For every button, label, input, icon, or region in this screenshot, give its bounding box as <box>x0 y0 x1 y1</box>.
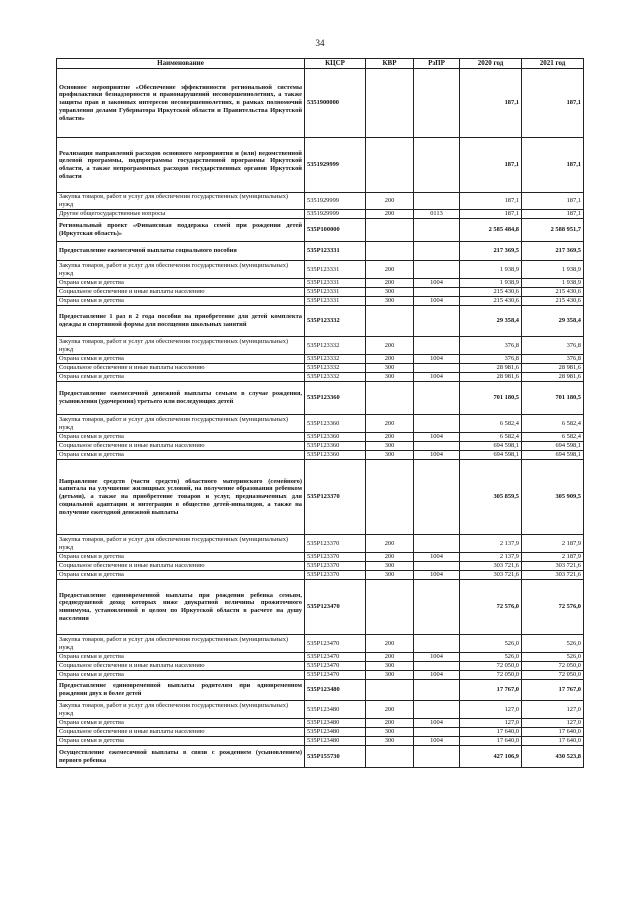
cell-2020: 526,0 <box>460 635 522 653</box>
cell-rzpr <box>414 288 460 297</box>
cell-name: Предоставление единовременной выплаты при рождении ребенка семьям, среднедушевой доход которых ниже двукратной величины прожиточного минимума, установленной в целом по Иркутской области в расчете на душу населения <box>57 580 305 635</box>
cell-kcsr: 535P123331 <box>305 297 366 306</box>
cell-kcsr: 535P123480 <box>305 719 366 728</box>
cell-2021: 17 640,0 <box>522 737 584 746</box>
cell-kvr: 200 <box>366 653 414 662</box>
cell-name: Социальное обеспечение и иные выплаты населению <box>57 364 305 373</box>
cell-kcsr: 535P123470 <box>305 635 366 653</box>
cell-rzpr: 1004 <box>414 433 460 442</box>
cell-rzpr <box>414 680 460 701</box>
cell-name: Закупка товаров, работ и услуг для обеспечения государственных (муниципальных) нужд <box>57 415 305 433</box>
cell-name: Закупка товаров, работ и услуг для обеспечения государственных (муниципальных) нужд <box>57 337 305 355</box>
table-row <box>57 364 584 373</box>
cell-kcsr: 535P123360 <box>305 433 366 442</box>
cell-2021: 6 582,4 <box>522 415 584 433</box>
cell-2020: 72 576,0 <box>460 580 522 635</box>
cell-2020: 376,8 <box>460 337 522 355</box>
cell-2021: 305 909,5 <box>522 460 584 535</box>
cell-2021: 17 640,0 <box>522 728 584 737</box>
cell-rzpr <box>414 535 460 553</box>
cell-rzpr <box>414 261 460 279</box>
cell-rzpr: 1004 <box>414 671 460 680</box>
cell-name: Охрана семьи и детства <box>57 553 305 562</box>
cell-name: Закупка товаров, работ и услуг для обеспечения государственных (муниципальных) нужд <box>57 535 305 553</box>
cell-2021: 2 187,9 <box>522 535 584 553</box>
table-row <box>57 553 584 562</box>
cell-rzpr <box>414 306 460 337</box>
cell-kcsr: 535P100000 <box>305 219 366 242</box>
cell-kvr <box>366 306 414 337</box>
table-row <box>57 701 584 719</box>
cell-2021: 376,8 <box>522 355 584 364</box>
cell-2020: 29 358,4 <box>460 306 522 337</box>
cell-2020: 427 106,9 <box>460 746 522 768</box>
cell-kvr: 200 <box>366 635 414 653</box>
cell-2021: 303 721,6 <box>522 562 584 571</box>
cell-rzpr: 1004 <box>414 719 460 728</box>
cell-2021: 6 582,4 <box>522 433 584 442</box>
cell-2020: 187,1 <box>460 138 522 193</box>
cell-kcsr: 535P123332 <box>305 337 366 355</box>
cell-kcsr: 535P123331 <box>305 242 366 261</box>
cell-2021: 187,1 <box>522 210 584 219</box>
cell-rzpr <box>414 442 460 451</box>
cell-name: Охрана семьи и детства <box>57 433 305 442</box>
cell-rzpr: 1004 <box>414 451 460 460</box>
table-row <box>57 210 584 219</box>
cell-kcsr: 535P123331 <box>305 261 366 279</box>
cell-2020: 187,1 <box>460 193 522 210</box>
cell-2021: 127,0 <box>522 719 584 728</box>
cell-kcsr: 535P123370 <box>305 562 366 571</box>
table-row <box>57 279 584 288</box>
cell-rzpr: 1004 <box>414 571 460 580</box>
cell-rzpr: 1004 <box>414 553 460 562</box>
table-row <box>57 662 584 671</box>
table-row <box>57 535 584 553</box>
cell-name: Охрана семьи и детства <box>57 297 305 306</box>
cell-kvr <box>366 580 414 635</box>
cell-kvr: 200 <box>366 355 414 364</box>
cell-kvr: 300 <box>366 297 414 306</box>
cell-2020: 28 981,6 <box>460 373 522 382</box>
cell-kcsr: 5351929999 <box>305 210 366 219</box>
cell-2021: 2 187,9 <box>522 553 584 562</box>
cell-2020: 305 859,5 <box>460 460 522 535</box>
cell-rzpr: 1004 <box>414 737 460 746</box>
cell-kvr: 300 <box>366 364 414 373</box>
cell-rzpr <box>414 382 460 415</box>
cell-2020: 526,0 <box>460 653 522 662</box>
cell-2020: 303 721,6 <box>460 562 522 571</box>
budget-table <box>56 58 584 768</box>
table-row <box>57 193 584 210</box>
cell-2020: 694 598,1 <box>460 451 522 460</box>
cell-kvr: 300 <box>366 671 414 680</box>
cell-kcsr: 535P123480 <box>305 701 366 719</box>
cell-rzpr: 0113 <box>414 210 460 219</box>
cell-name: Социальное обеспечение и иные выплаты населению <box>57 728 305 737</box>
cell-2021: 28 981,6 <box>522 364 584 373</box>
cell-2020: 127,0 <box>460 701 522 719</box>
cell-2020: 701 180,5 <box>460 382 522 415</box>
cell-kvr: 200 <box>366 337 414 355</box>
cell-kvr: 200 <box>366 433 414 442</box>
cell-kvr <box>366 138 414 193</box>
cell-name: Реализация направлений расходов основного мероприятия и (или) ведомственной целевой программы, подпрограммы государственной программы Иркутской области, а также непрограммных расходов государственных органов Иркутской области <box>57 138 305 193</box>
cell-kvr: 200 <box>366 210 414 219</box>
cell-2020: 72 050,0 <box>460 671 522 680</box>
cell-kcsr: 535P123331 <box>305 288 366 297</box>
table-row <box>57 373 584 382</box>
cell-2020: 6 582,4 <box>460 433 522 442</box>
cell-rzpr <box>414 728 460 737</box>
cell-name: Охрана семьи и детства <box>57 737 305 746</box>
cell-2021: 215 430,6 <box>522 297 584 306</box>
cell-kvr: 200 <box>366 719 414 728</box>
header-kcsr: КЦСР <box>305 59 366 69</box>
cell-rzpr: 1004 <box>414 279 460 288</box>
cell-rzpr <box>414 562 460 571</box>
cell-2020: 17 767,0 <box>460 680 522 701</box>
cell-name: Охрана семьи и детства <box>57 719 305 728</box>
cell-kvr: 300 <box>366 662 414 671</box>
cell-name: Закупка товаров, работ и услуг для обеспечения государственных (муниципальных) нужд <box>57 261 305 279</box>
table-row <box>57 69 584 138</box>
cell-name: Предоставление 1 раз в 2 года пособия на приобретение для детей комплекта одежды и спортивной формы для посещения школьных занятий <box>57 306 305 337</box>
cell-rzpr <box>414 138 460 193</box>
page-number: 34 <box>315 38 325 48</box>
cell-rzpr <box>414 701 460 719</box>
cell-kcsr: 535P123370 <box>305 571 366 580</box>
cell-name: Направление средств (части средств) областного материнского (семейного) капитала на улучшение жилищных условий, на получение образования ребенком (детьми), а также на приобретение товаров и услуг, предназначенных для социальной адаптации и интеграции в общество детей-инвалидов, а также на получение ежегодной денежной выплаты <box>57 460 305 535</box>
cell-2020: 17 640,0 <box>460 737 522 746</box>
cell-name: Основное мероприятие «Обеспечение эффективности региональной системы профилактики безнадзорности и правонарушений несовершеннолетних, а также защиты прав и законных интересов несовершеннолетних, в рамках полномочий управления делами Губернатора Иркутской области и Правительства Иркутской области» <box>57 69 305 138</box>
cell-2020: 28 981,6 <box>460 364 522 373</box>
cell-2021: 701 180,5 <box>522 382 584 415</box>
cell-name: Охрана семьи и детства <box>57 451 305 460</box>
cell-name: Социальное обеспечение и иные выплаты населению <box>57 288 305 297</box>
table-row <box>57 355 584 364</box>
cell-rzpr <box>414 219 460 242</box>
cell-kvr: 200 <box>366 193 414 210</box>
cell-2021: 72 050,0 <box>522 662 584 671</box>
cell-name: Другие общегосударственные вопросы <box>57 210 305 219</box>
table-row <box>57 746 584 768</box>
table-row <box>57 288 584 297</box>
cell-2020: 215 430,6 <box>460 288 522 297</box>
cell-rzpr: 1004 <box>414 653 460 662</box>
table-row <box>57 562 584 571</box>
cell-2020: 6 582,4 <box>460 415 522 433</box>
cell-2020: 1 938,9 <box>460 261 522 279</box>
cell-name: Осуществление ежемесячной выплаты в связи с рождением (усыновлением) первого ребенка <box>57 746 305 768</box>
table-row <box>57 297 584 306</box>
cell-name: Предоставление ежемесячной денежной выплаты семьям в случае рождения, усыновления (удочерения) третьего или последующих детей <box>57 382 305 415</box>
table-row <box>57 442 584 451</box>
cell-kvr <box>366 460 414 535</box>
cell-kcsr: 535P123470 <box>305 662 366 671</box>
cell-2021: 376,8 <box>522 337 584 355</box>
cell-kcsr: 535P123332 <box>305 364 366 373</box>
cell-rzpr <box>414 337 460 355</box>
cell-kcsr: 535P123360 <box>305 451 366 460</box>
cell-name: Охрана семьи и детства <box>57 571 305 580</box>
cell-kcsr: 535P123332 <box>305 355 366 364</box>
cell-2021: 1 938,9 <box>522 279 584 288</box>
header-2020: 2020 год <box>460 59 522 69</box>
cell-kcsr: 535P123370 <box>305 460 366 535</box>
header-name: Наименование <box>57 59 305 69</box>
cell-rzpr: 1004 <box>414 373 460 382</box>
cell-2021: 2 588 951,7 <box>522 219 584 242</box>
table-row <box>57 382 584 415</box>
table-row <box>57 433 584 442</box>
cell-kcsr: 5351929999 <box>305 138 366 193</box>
cell-name: Охрана семьи и детства <box>57 355 305 364</box>
cell-name: Социальное обеспечение и иные выплаты населению <box>57 562 305 571</box>
cell-name: Охрана семьи и детства <box>57 373 305 382</box>
cell-kcsr: 535P123470 <box>305 671 366 680</box>
cell-name: Охрана семьи и детства <box>57 279 305 288</box>
cell-2020: 1 938,9 <box>460 279 522 288</box>
cell-kcsr: 535P123332 <box>305 373 366 382</box>
table-row <box>57 451 584 460</box>
cell-rzpr: 1004 <box>414 355 460 364</box>
cell-2020: 2 137,9 <box>460 535 522 553</box>
cell-2020: 2 137,9 <box>460 553 522 562</box>
cell-2020: 694 598,1 <box>460 442 522 451</box>
header-rzpr: РзПР <box>414 59 460 69</box>
table-row <box>57 460 584 535</box>
cell-2021: 694 598,1 <box>522 442 584 451</box>
table-row <box>57 671 584 680</box>
cell-kvr: 300 <box>366 562 414 571</box>
cell-2021: 28 981,6 <box>522 373 584 382</box>
cell-kvr <box>366 219 414 242</box>
cell-kvr: 200 <box>366 279 414 288</box>
cell-name: Охрана семьи и детства <box>57 671 305 680</box>
cell-kcsr: 5351929999 <box>305 193 366 210</box>
table-row <box>57 415 584 433</box>
table-row <box>57 635 584 653</box>
cell-name: Социальное обеспечение и иные выплаты населению <box>57 442 305 451</box>
cell-kvr: 200 <box>366 261 414 279</box>
cell-rzpr <box>414 69 460 138</box>
cell-rzpr <box>414 193 460 210</box>
cell-2021: 72 576,0 <box>522 580 584 635</box>
table-row <box>57 737 584 746</box>
cell-2021: 187,1 <box>522 193 584 210</box>
cell-name: Закупка товаров, работ и услуг для обеспечения государственных (муниципальных) нужд <box>57 193 305 210</box>
cell-rzpr <box>414 364 460 373</box>
cell-kcsr: 535P123470 <box>305 580 366 635</box>
table-row <box>57 653 584 662</box>
cell-2020: 217 369,5 <box>460 242 522 261</box>
cell-kcsr: 535P123480 <box>305 737 366 746</box>
cell-2021: 17 767,0 <box>522 680 584 701</box>
cell-kvr: 300 <box>366 373 414 382</box>
cell-rzpr <box>414 662 460 671</box>
cell-name: Предоставление единовременной выплаты родителям при одновременном рождении двух и более детей <box>57 680 305 701</box>
cell-2021: 526,0 <box>522 653 584 662</box>
cell-2021: 72 050,0 <box>522 671 584 680</box>
cell-2021: 187,1 <box>522 138 584 193</box>
table-body <box>57 69 584 768</box>
cell-kvr: 200 <box>366 701 414 719</box>
cell-2021: 694 598,1 <box>522 451 584 460</box>
cell-kvr: 300 <box>366 571 414 580</box>
table-row <box>57 242 584 261</box>
cell-2020: 376,8 <box>460 355 522 364</box>
cell-kvr: 200 <box>366 415 414 433</box>
cell-rzpr: 1004 <box>414 297 460 306</box>
cell-rzpr <box>414 635 460 653</box>
table-row <box>57 138 584 193</box>
table-row <box>57 337 584 355</box>
cell-kcsr: 535P123470 <box>305 653 366 662</box>
cell-2021: 127,0 <box>522 701 584 719</box>
cell-kvr <box>366 746 414 768</box>
cell-kcsr: 535P123332 <box>305 306 366 337</box>
header-kvr: КВР <box>366 59 414 69</box>
cell-2020: 17 640,0 <box>460 728 522 737</box>
cell-kvr <box>366 69 414 138</box>
cell-2020: 2 585 484,8 <box>460 219 522 242</box>
cell-name: Социальное обеспечение и иные выплаты населению <box>57 662 305 671</box>
cell-kvr: 300 <box>366 442 414 451</box>
cell-2021: 187,1 <box>522 69 584 138</box>
cell-rzpr <box>414 580 460 635</box>
cell-kvr: 300 <box>366 737 414 746</box>
cell-2021: 526,0 <box>522 635 584 653</box>
table-row <box>57 680 584 701</box>
cell-kcsr: 5351900000 <box>305 69 366 138</box>
cell-kvr <box>366 382 414 415</box>
cell-2020: 187,1 <box>460 210 522 219</box>
cell-rzpr <box>414 415 460 433</box>
cell-2020: 187,1 <box>460 69 522 138</box>
cell-name: Закупка товаров, работ и услуг для обеспечения государственных (муниципальных) нужд <box>57 635 305 653</box>
cell-2021: 303 721,6 <box>522 571 584 580</box>
cell-2020: 127,0 <box>460 719 522 728</box>
cell-rzpr <box>414 746 460 768</box>
cell-name: Региональный проект «Финансовая поддержка семей при рождении детей (Иркутская область)» <box>57 219 305 242</box>
table-row <box>57 580 584 635</box>
cell-kcsr: 535P123360 <box>305 415 366 433</box>
table-row <box>57 719 584 728</box>
cell-2021: 430 523,8 <box>522 746 584 768</box>
cell-2020: 215 430,6 <box>460 297 522 306</box>
cell-kvr: 200 <box>366 553 414 562</box>
header-2021: 2021 год <box>522 59 584 69</box>
cell-kvr: 300 <box>366 288 414 297</box>
cell-kcsr: 535P123480 <box>305 728 366 737</box>
cell-kvr <box>366 680 414 701</box>
table-header-row <box>57 59 584 69</box>
cell-kcsr: 535P123370 <box>305 553 366 562</box>
cell-kvr: 300 <box>366 451 414 460</box>
table-row <box>57 306 584 337</box>
cell-2020: 72 050,0 <box>460 662 522 671</box>
table-row <box>57 261 584 279</box>
cell-2020: 303 721,6 <box>460 571 522 580</box>
cell-rzpr <box>414 460 460 535</box>
cell-kcsr: 535P123360 <box>305 442 366 451</box>
cell-rzpr <box>414 242 460 261</box>
table-row <box>57 728 584 737</box>
cell-2021: 29 358,4 <box>522 306 584 337</box>
table-row <box>57 219 584 242</box>
table-row <box>57 571 584 580</box>
cell-kcsr: 535P155730 <box>305 746 366 768</box>
cell-kvr <box>366 242 414 261</box>
cell-kcsr: 535P123360 <box>305 382 366 415</box>
cell-name: Предоставление ежемесячной выплаты социального пособия <box>57 242 305 261</box>
cell-kcsr: 535P123331 <box>305 279 366 288</box>
cell-name: Охрана семьи и детства <box>57 653 305 662</box>
cell-2021: 217 369,5 <box>522 242 584 261</box>
cell-2021: 215 430,6 <box>522 288 584 297</box>
cell-name: Закупка товаров, работ и услуг для обеспечения государственных (муниципальных) нужд <box>57 701 305 719</box>
cell-kvr: 300 <box>366 728 414 737</box>
cell-kvr: 200 <box>366 535 414 553</box>
cell-2021: 1 938,9 <box>522 261 584 279</box>
cell-kcsr: 535P123480 <box>305 680 366 701</box>
cell-kcsr: 535P123370 <box>305 535 366 553</box>
